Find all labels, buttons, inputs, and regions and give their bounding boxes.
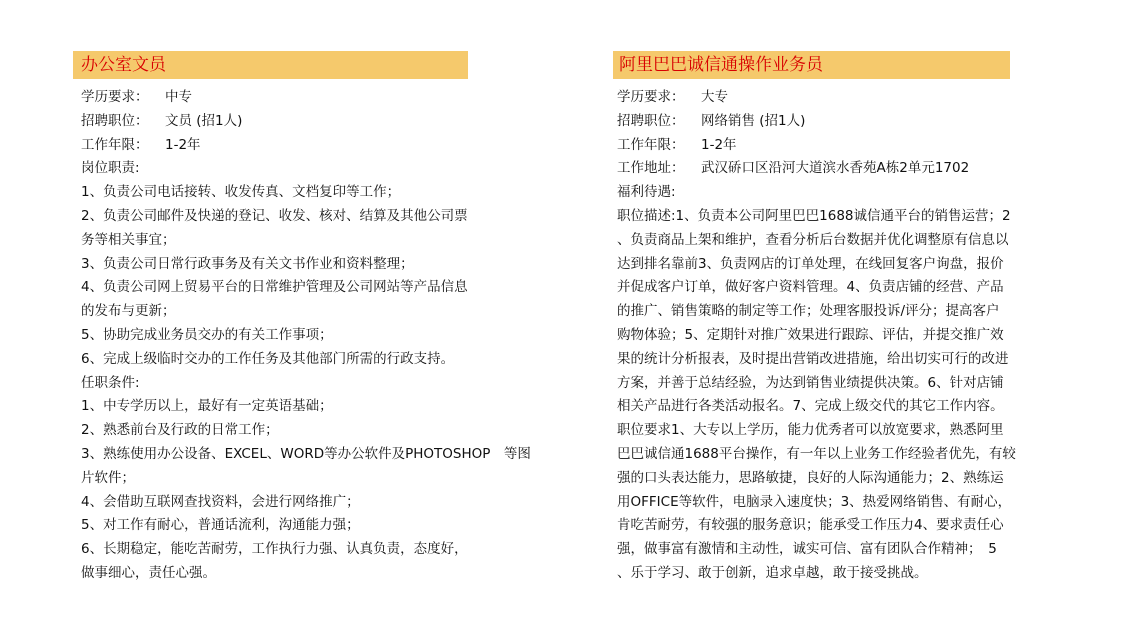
field-experience	[617, 134, 1073, 158]
requirement-line: 2、熟悉前台及行政的日常工作；	[81, 422, 279, 439]
requirement-line: 强的口头表达能力，思路敏捷，良好的人际沟通能力；2、熟练运	[617, 469, 1004, 486]
field-label: 工作年限：	[81, 136, 149, 153]
field-education	[81, 86, 543, 110]
left-job-body	[73, 86, 543, 586]
requirement-line: 做事细心，责任心强。	[81, 564, 216, 581]
description-line: 达到排名靠前3、负责网店的订单处理，在线回复客户询盘，报价	[617, 255, 1004, 272]
left-job-card	[73, 51, 543, 586]
requirement-line: 职位要求1、大专以上学历，能力优秀者可以放宽要求，熟悉阿里	[617, 422, 1004, 439]
field-label: 工作地址：	[617, 160, 685, 177]
field-value: 文员 (招1人)	[165, 112, 243, 129]
duty-line: 3、负责公司日常行政事务及有关文书作业和资料整理；	[81, 255, 414, 272]
field-value: 中专	[165, 89, 192, 105]
right-job-body	[613, 86, 1073, 586]
description-line: 果的统计分析报表，及时提出营销改进措施，给出切实可行的改进	[617, 350, 1009, 367]
field-label: 招聘职位：	[81, 112, 149, 129]
description-line: 方案，并善于总结经验，为达到销售业绩提供决策。6、针对店铺	[617, 374, 1004, 391]
duty-line: 1、负责公司电话接转、收发传真、文档复印等工作；	[81, 184, 401, 201]
field-value: 武汉硚口区沿河大道滨水香苑A栋2单元1702	[701, 160, 970, 177]
duties-heading: 岗位职责:	[81, 160, 140, 177]
field-value: 1-2年	[165, 136, 201, 153]
field-value: 1-2年	[701, 136, 737, 153]
requirements-heading: 任职条件:	[81, 374, 140, 391]
requirement-line: 6、长期稳定，能吃苦耐劳，工作执行力强、认真负责，态度好，	[81, 541, 468, 558]
requirement-line: 巴巴诚信通1688平台操作，有一年以上业务工作经验者优先，有较	[617, 445, 1016, 462]
field-position	[617, 110, 1073, 134]
duty-line: 2、负责公司邮件及快递的登记、收发、核对、结算及其他公司票	[81, 207, 468, 224]
field-label: 学历要求：	[617, 89, 685, 105]
description-line: 的推广、销售策略的制定等工作；处理客服投诉/评分；提高客户	[617, 303, 1000, 320]
benefits-heading: 福利待遇:	[617, 184, 676, 201]
description-line: 职位描述:1、负责本公司阿里巴巴1688诚信通平台的销售运营；2	[617, 207, 1011, 224]
requirement-line: 3、熟练使用办公设备、EXCEL、WORD等办公软件及PHOTOSHOP 等图	[81, 445, 531, 462]
duty-line: 4、负责公司网上贸易平台的日常维护管理及公司网站等产品信息	[81, 279, 468, 296]
field-address	[617, 157, 1073, 181]
description-line: 购物体验；5、定期针对推广效果进行跟踪、评估，并提交推广效	[617, 326, 1004, 343]
field-education	[617, 86, 1073, 110]
description-line: 相关产品进行各类活动报名。7、完成上级交代的其它工作内容。	[617, 398, 1004, 415]
description-line: 、负责商品上架和维护，查看分析后台数据并优化调整原有信息以	[617, 231, 1009, 248]
description-line: 并促成客户订单，做好客户资料管理。4、负责店铺的经营、产品	[617, 279, 1004, 296]
duty-line: 6、完成上级临时交办的工作任务及其他部门所需的行政支持。	[81, 350, 455, 367]
requirement-line: 用OFFICE等软件，电脑录入速度快；3、热爱网络销售、有耐心，	[617, 493, 1012, 510]
requirement-line: 1、中专学历以上，最好有一定英语基础；	[81, 398, 333, 415]
right-job-title: 阿里巴巴诚信通操作业务员	[613, 51, 1010, 79]
right-job-card	[613, 51, 1073, 586]
field-label: 学历要求：	[81, 89, 149, 105]
requirement-line: 片软件；	[81, 469, 135, 486]
requirement-line: 肯吃苦耐劳，有较强的服务意识；能承受工作压力4、要求责任心	[617, 517, 1004, 534]
requirement-line: 5、对工作有耐心，普通话流利，沟通能力强；	[81, 517, 360, 534]
requirement-line: 强，做事富有激情和主动性，诚实可信、富有团队合作精神； 5	[617, 541, 997, 558]
duty-line: 的发布与更新；	[81, 303, 176, 320]
requirement-line: 4、会借助互联网查找资料，会进行网络推广；	[81, 493, 360, 510]
requirement-line: 、乐于学习、敢于创新，追求卓越，敢于接受挑战。	[617, 564, 928, 581]
duty-line: 5、协助完成业务员交办的有关工作事项；	[81, 326, 333, 343]
field-position	[81, 110, 543, 134]
field-label: 工作年限：	[617, 136, 685, 153]
left-job-title: 办公室文员	[73, 51, 468, 79]
field-value: 网络销售 (招1人)	[701, 112, 806, 129]
field-value: 大专	[701, 89, 728, 105]
field-label: 招聘职位：	[617, 112, 685, 129]
field-experience	[81, 134, 543, 158]
duty-line: 务等相关事宜；	[81, 231, 176, 248]
